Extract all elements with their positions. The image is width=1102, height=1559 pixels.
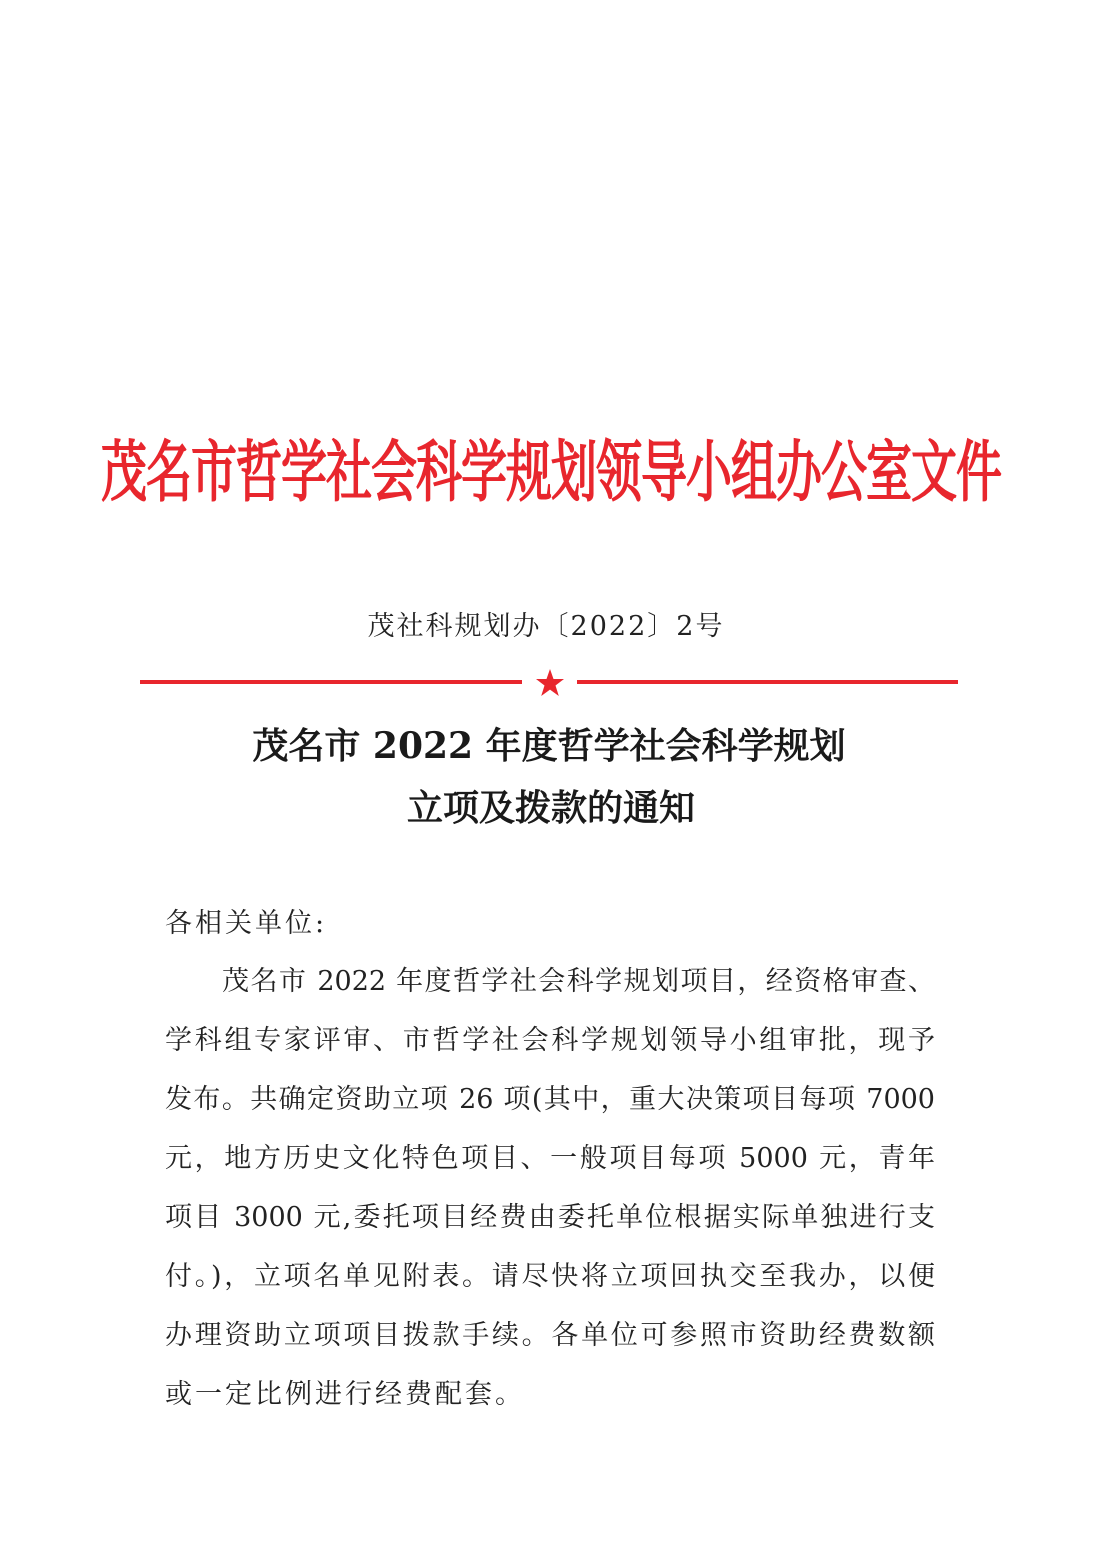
body-line-1: 茂名市 2022 年度哲学社会科学规划项目，经资格审查、 <box>222 966 935 997</box>
notice-title-line-1: 茂名市 2022 年度哲学社会科学规划 <box>252 725 846 767</box>
body-line-7: 办理资助立项项目拨款手续。各单位可参照市资助经费数额 <box>165 1320 935 1351</box>
notice-title-line-2: 立项及拨款的通知 <box>406 787 695 829</box>
red-divider <box>140 668 958 698</box>
divider-rule-right <box>577 680 958 684</box>
body-line-2: 学科组专家评审、市哲学社会科学规划领导小组审批，现予 <box>165 1025 935 1056</box>
document-number: 茂社科规划办〔2022〕2号 <box>367 611 725 642</box>
body-line-4: 元，地方历史文化特色项目、一般项目每项 5000 元，青年 <box>165 1143 935 1174</box>
body-line-8: 或一定比例进行经费配套。 <box>165 1379 525 1410</box>
body-line-6: 付。)，立项名单见附表。请尽快将立项回执交至我办，以便 <box>165 1261 935 1292</box>
salutation: 各相关单位: <box>165 908 328 939</box>
body-line-5: 项目 3000 元,委托项目经费由委托单位根据实际单独进行支 <box>165 1202 935 1233</box>
divider-rule-left <box>140 680 522 684</box>
masthead-title: 茂名市哲学社会科学规划领导小组办公室文件 <box>101 432 1001 512</box>
star-icon <box>535 668 565 698</box>
body-line-3: 发布。共确定资助立项 26 项(其中，重大决策项目每项 7000 <box>165 1084 935 1115</box>
